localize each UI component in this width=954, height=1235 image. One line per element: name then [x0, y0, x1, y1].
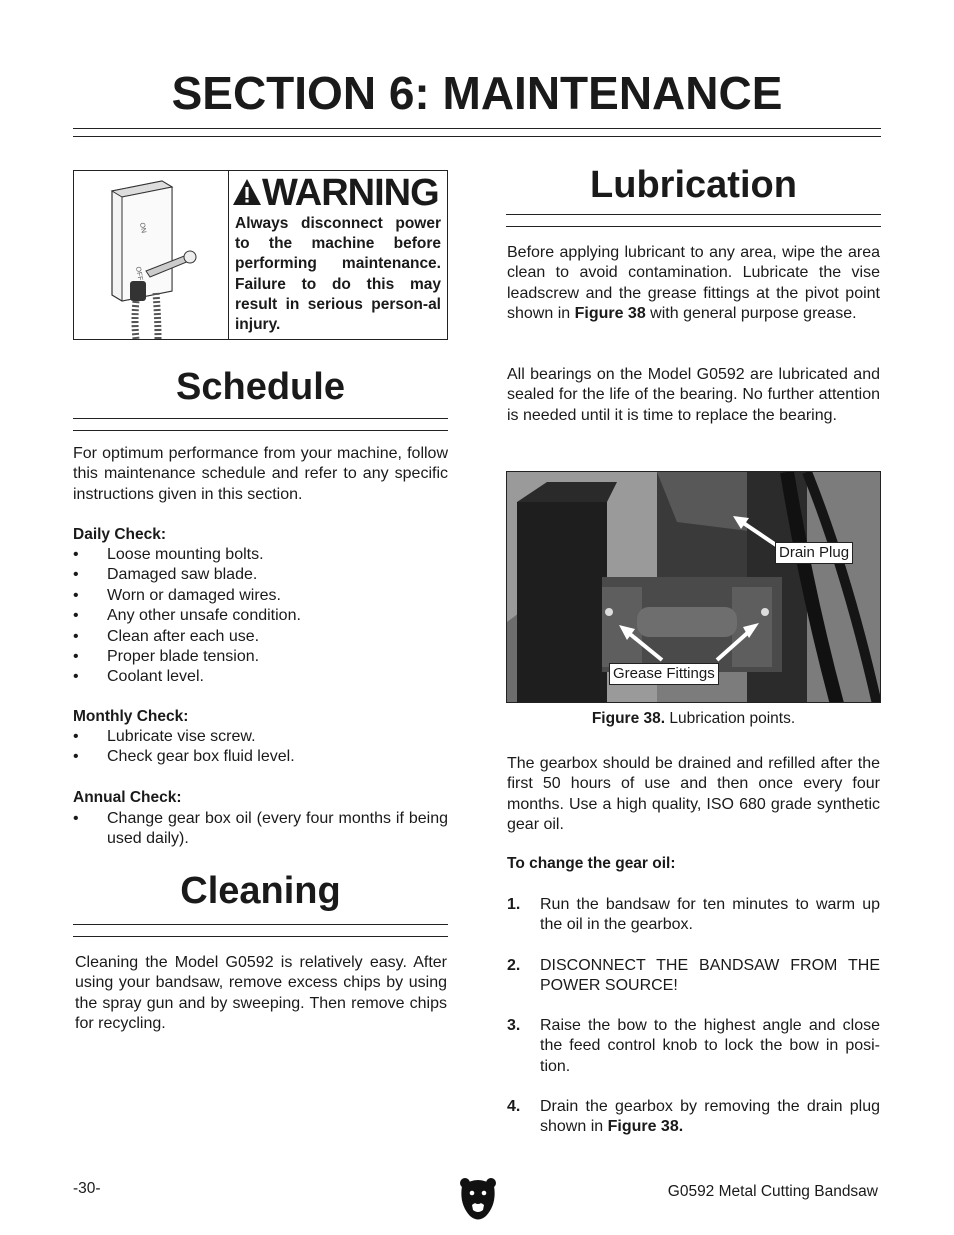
bullet: •	[73, 627, 79, 645]
checklist-item-text: Any other unsafe condition.	[107, 607, 301, 625]
caption-label: Figure 38.	[591, 710, 666, 727]
step-text	[540, 1097, 880, 1138]
monthly-check-label: Monthly Check:	[73, 708, 189, 725]
checklist-item-text: Loose mounting bolts.	[107, 546, 264, 563]
bullet: •	[73, 546, 79, 563]
schedule-intro: For optimum performance from your machine, follow this maintenance schedule and refer to any specific instructions given in this section.	[73, 445, 448, 503]
checklist-item-text: Proper blade tension.	[107, 648, 260, 665]
step-number: 3.	[507, 1017, 521, 1034]
step-3	[507, 1016, 880, 1077]
disconnect-switch-illustration	[74, 171, 229, 339]
checklist-item	[73, 565, 448, 585]
lubrication-paragraph-3: The gearbox should be drained and refilled after the first 50 hours of use and then once every four months. Use a high quality, ISO 680 grade synthetic gear oil.	[507, 755, 880, 834]
checklist-item	[73, 647, 448, 667]
figure-38-caption	[506, 710, 881, 728]
step-number: 2.	[507, 957, 521, 974]
checklist-item	[73, 667, 448, 687]
drain-plug-callout: Drain Plug	[775, 542, 853, 564]
checklist-item	[73, 627, 448, 647]
warning-title	[232, 172, 439, 215]
lubrication-heading: Lubrication	[590, 164, 797, 206]
schedule-rule-top	[73, 418, 448, 419]
checklist-item-text: Damaged saw blade.	[107, 566, 258, 584]
bullet: •	[73, 810, 79, 827]
footer-title: G0592 Metal Cutting Bandsaw	[667, 1183, 878, 1200]
step-number: 4.	[507, 1098, 521, 1115]
grease-fittings-callout: Grease Fittings	[609, 663, 719, 685]
bullet: •	[73, 566, 79, 584]
checklist-item	[73, 727, 448, 747]
checklist-item-text: Lubricate vise screw.	[107, 728, 256, 745]
schedule-heading: Schedule	[176, 366, 345, 408]
checklist-item	[73, 545, 448, 565]
checklist-item-text: Clean after each use.	[107, 627, 260, 645]
cleaning-rule-bottom	[73, 936, 448, 937]
schedule-rule-bottom	[73, 430, 448, 431]
step-4	[507, 1097, 880, 1138]
figure-38-reference: Figure 38.	[607, 1118, 684, 1136]
step-number: 1.	[507, 896, 521, 913]
bullet: •	[73, 748, 79, 766]
daily-check-label: Daily Check:	[73, 526, 167, 543]
checklist-item	[73, 747, 448, 767]
annual-check-label: Annual Check:	[73, 789, 182, 806]
bullet: •	[73, 648, 79, 665]
figure-38-reference: Figure 38	[574, 305, 646, 323]
checklist-item	[73, 586, 448, 606]
cleaning-heading: Cleaning	[180, 870, 341, 912]
warning-title-text: WARNING	[262, 172, 439, 214]
cleaning-text: Cleaning the Model G0592 is relatively easy. After using your bandsaw, remove excess chips by using the spray gun and by sweeping. Then remove chips for recycling.	[75, 954, 447, 1033]
procedure-label: To change the gear oil:	[507, 855, 676, 872]
caption-text: Lubrication points.	[665, 710, 796, 727]
annual-check-item	[73, 809, 448, 851]
bullet: •	[73, 586, 79, 604]
bullet: •	[73, 668, 79, 686]
section-title: SECTION 6: MAINTENANCE	[171, 67, 783, 119]
lubrication-rule-bottom	[506, 226, 881, 227]
step-text: Raise the bow to the highest angle and close the feed control knob to lock the bow in posi-tion.	[540, 1017, 880, 1075]
switch-off-label: OFF	[134, 266, 144, 282]
warning-text: Always disconnect power to the machine before performing maintenance. Failure to do this may result in serious person-al injury.	[235, 215, 441, 334]
annual-check-text: Change gear box oil (every four months if being used daily).	[107, 810, 448, 848]
title-rule-bottom	[73, 136, 881, 137]
step-4-text: Drain the gearbox by removing the drain plug shown in	[540, 1098, 880, 1136]
step-text: DISCONNECT THE BANDSAW FROM THE POWER SOURCE!	[540, 957, 880, 995]
step-text: Run the bandsaw for ten minutes to warm up the oil in the gearbox.	[540, 896, 880, 934]
lubrication-paragraph-2: All bearings on the Model G0592 are lubricated and sealed for the life of the bearing. No further attention is needed until it is time to replace the bearing.	[507, 366, 880, 424]
checklist-item-text: Coolant level.	[107, 668, 204, 686]
cleaning-rule-top	[73, 924, 448, 925]
page-number: -30-	[73, 1180, 101, 1197]
switch-on-label: ON	[138, 222, 147, 234]
title-rule-top	[73, 128, 881, 129]
checklist-item	[73, 606, 448, 626]
bullet: •	[73, 607, 79, 625]
grizzly-bear-logo-icon	[459, 1176, 497, 1222]
lubrication-p1-text-end: with general purpose grease.	[645, 305, 857, 323]
warning-triangle-icon	[232, 177, 262, 207]
lubrication-rule-top	[506, 214, 881, 215]
lubrication-paragraph-1	[507, 243, 880, 325]
checklist-item-text: Worn or damaged wires.	[107, 586, 281, 604]
checklist-item-text: Check gear box fluid level.	[107, 748, 295, 766]
bullet: •	[73, 728, 79, 745]
lubrication-p1-text: Before applying lubricant to any area, wipe the area clean to avoid contamination. Lubricate the vise leadscrew and the grease fittings at the pivot point shown in	[507, 244, 880, 323]
step-1	[507, 895, 880, 936]
step-2	[507, 956, 880, 997]
